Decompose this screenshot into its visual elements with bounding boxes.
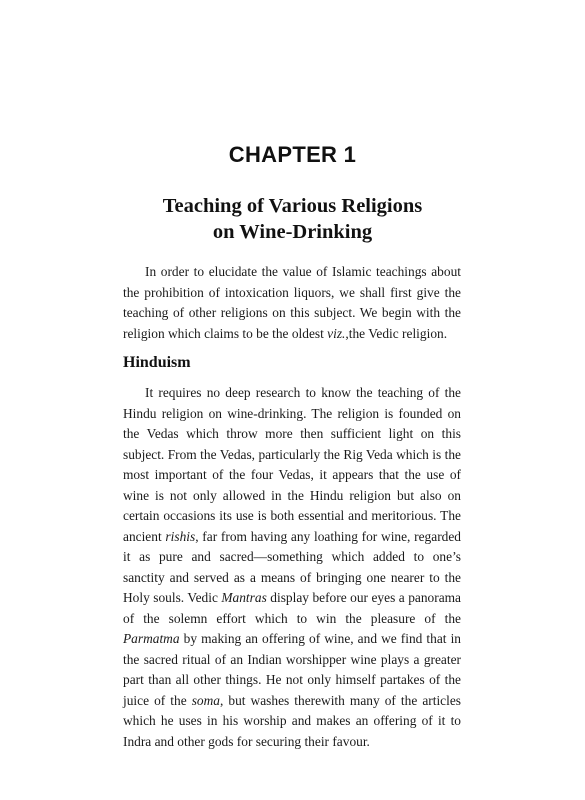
italic-parmatma: Parmatma (123, 631, 180, 646)
hinduism-text-4: by making an offering of wine, and we find that in the sacred ritual of an Indian worshipper wine plays a greater part than all other things. He not only himself partakes of the juice of the (123, 631, 461, 708)
hinduism-text-5: , but washes therewith many of the articles which he uses in his worship and makes an offering of it to Indra and other gods for securing their favour. (123, 692, 461, 749)
hinduism-text-3: display before our eyes a panorama of the solemn effort which to win the pleasure of the (123, 590, 461, 626)
section-heading: Hinduism (123, 354, 191, 371)
hinduism-text (123, 383, 461, 752)
hinduism-text-2: , far from having any loathing for wine, regarded it as pure and sacred—something which added to one’s sanctity and served as a means of bringing one nearer to the Holy souls. Vedic (123, 528, 461, 605)
hinduism-paragraph (123, 383, 461, 752)
intro-text-2: ,the Vedic religion. (345, 325, 448, 341)
italic-soma: soma (191, 692, 220, 708)
italic-mantras: Mantras (221, 590, 267, 605)
intro-italic-viz: viz. (327, 325, 346, 341)
intro-paragraph (123, 262, 461, 344)
italic-rishis: rishis (165, 528, 196, 544)
intro-text (123, 262, 461, 344)
chapter-label: CHAPTER 1 (228, 142, 357, 167)
chapter-title-line-2: on Wine-Drinking (212, 221, 373, 243)
intro-text-1: In order to elucidate the value of Islamic teachings about the prohibition of intoxication liquors, we shall first give the teaching of other religions on this subject. We begin with the religion which claims to be the oldest (123, 264, 461, 341)
hinduism-text-1: It requires no deep research to know the teaching of the Hindu religion on wine-drinking. The religion is founded on the Vedas which throw more then sufficient light on this subject. From the Vedas, particularly the Rig Veda which is the most important of the four Vedas, it appears that the use of wine is not only allowed in the Hindu religion but also on certain occasions its use is both essential and meritorious. The ancient (123, 385, 461, 544)
chapter-title-line-1: Teaching of Various Religions (162, 195, 423, 217)
chapter-title (0, 193, 585, 245)
